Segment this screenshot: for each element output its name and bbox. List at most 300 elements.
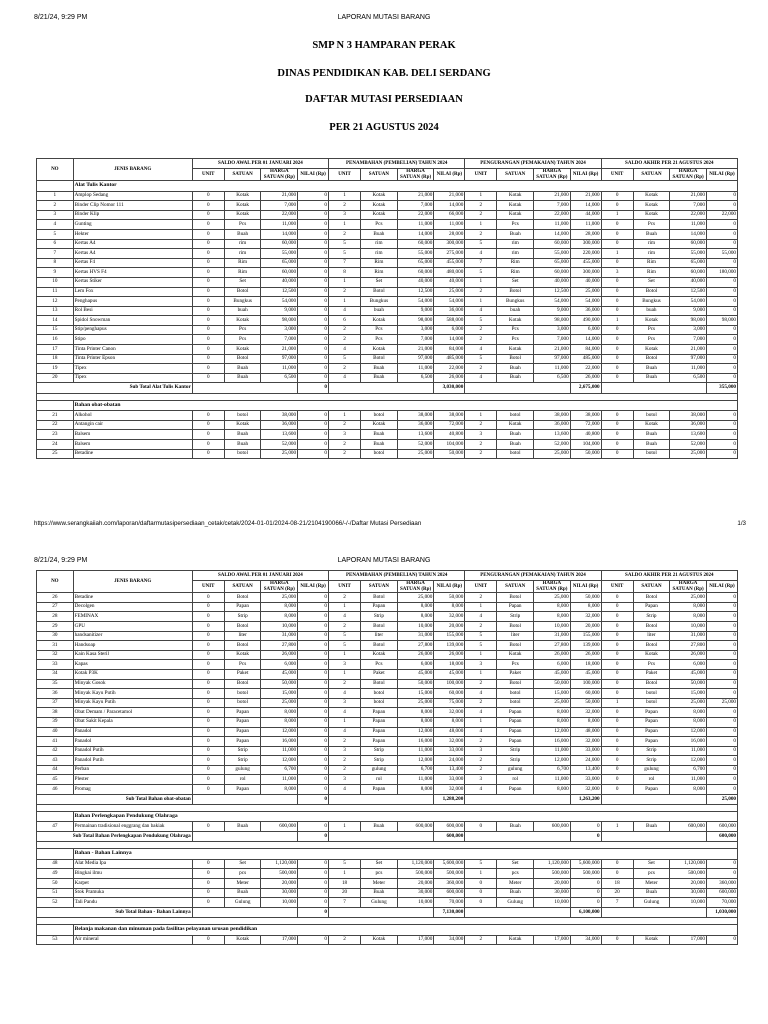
table-cell: 0 [706,935,737,945]
table-cell: Strip [361,746,398,756]
table-cell: 0 [706,345,737,355]
table-cell: 0 [298,306,329,316]
table-cell: 0 [706,306,737,316]
table-cell: 2 [329,229,361,239]
subtotal-blank [465,383,570,393]
table-cell: 1 [329,191,361,201]
table-cell: 17,000 [261,935,298,945]
table-cell: 50,000 [434,449,465,459]
subtotal-blank [192,907,297,917]
table-cell: 5,600,000 [570,859,601,869]
table-cell: 7,000 [397,335,434,345]
table-cell: 14,000 [261,229,298,239]
table-cell: 11,000 [534,746,571,756]
table-cell: 0 [601,354,633,364]
table-cell: 10,000 [534,621,571,631]
table-cell: 13,600 [670,430,707,440]
table-cell: Buah [224,229,261,239]
table-cell: 4 [37,220,74,230]
table-cell: botol [497,689,534,699]
table-cell: rol [224,775,261,785]
table-cell: Papan [361,602,398,612]
table-cell: 38 [37,708,74,718]
table-cell: 0 [601,297,633,307]
table-cell: buah [224,306,261,316]
table-row [37,621,738,631]
table-cell: 11,000 [570,220,601,230]
item-name: Panadol [73,727,192,737]
table-cell: Pcs [224,325,261,335]
table-cell: 0 [298,737,329,747]
table-cell: 0 [706,277,737,287]
table-cell: 480,000 [434,268,465,278]
table-cell: Kotak [361,345,398,355]
table-cell: liter [497,631,534,641]
table-cell: Buah [633,364,670,374]
table-cell: 0 [601,593,633,603]
col-subheader: NILAI (Rp) [298,169,329,181]
subtotal-blank [601,383,706,393]
table-cell: 31,000 [534,631,571,641]
subtotal-label: Sub Total Bahan obat-obatan [37,794,193,804]
table-cell: Buah [633,888,670,898]
table-cell: 5 [465,631,497,641]
table-cell: 54,000 [570,297,601,307]
table-cell: Pcs [361,220,398,230]
table-cell: Strip [497,612,534,622]
table-row [37,335,738,345]
table-cell: Buah [633,822,670,832]
table-cell: Botol [633,593,670,603]
table-cell: 17,000 [670,935,707,945]
table-cell: 0 [192,708,224,718]
table-cell: 21,000 [261,191,298,201]
subtotal-value: 3,030,000 [434,383,465,393]
table-cell: 12,000 [534,756,571,766]
table-cell: 5 [465,316,497,326]
col-subheader: UNIT [465,169,497,181]
table-row [37,249,738,259]
table-cell: 14,000 [570,335,601,345]
item-name: Permainan tradisional enggrang dan bakiak [73,822,192,832]
table-cell: 1 [465,602,497,612]
table-cell: 11,000 [261,746,298,756]
table-cell: Pcs [497,335,534,345]
table-cell: Botol [633,287,670,297]
item-name: Stipo [73,335,192,345]
col-subheader: SATUAN [224,169,261,181]
table-cell: 1 [329,411,361,421]
table-cell: Botol [224,641,261,651]
table-cell: 0 [601,612,633,622]
table-cell: 1,120,000 [534,859,571,869]
table-cell: Pcs [497,325,534,335]
table-cell: 0 [298,364,329,374]
item-name: Panadol Putih [73,756,192,766]
table-cell: 0 [298,411,329,421]
table-cell: 2 [465,765,497,775]
table-cell: 0 [706,191,737,201]
table-cell: 0 [570,879,601,889]
col-subheader: NILAI (Rp) [706,581,737,593]
table-cell: 97,000 [397,354,434,364]
table-cell: 1 [329,717,361,727]
table-cell: 1 [329,277,361,287]
item-name: Stok Pramuka [73,888,192,898]
table-cell: Kotak [633,191,670,201]
table-cell: 500,000 [570,869,601,879]
table-cell: Buah [633,373,670,383]
table-cell: 43 [37,756,74,766]
table-cell: Botol [497,679,534,689]
print-title: LAPORAN MUTASI BARANG [337,14,431,21]
subtotal-value: 0 [570,832,601,842]
table-cell: 12,500 [397,287,434,297]
table-cell: 9,000 [670,306,707,316]
subtotal-value: 6,100,000 [570,907,601,917]
table-cell: Buah [633,440,670,450]
table-cell: 50,000 [570,698,601,708]
table-cell: 14,000 [670,229,707,239]
table-cell: 32,000 [434,708,465,718]
table-cell: 4 [465,689,497,699]
table-cell: 9,000 [261,306,298,316]
table-cell: Kotak [497,650,534,660]
table-cell: 0 [298,249,329,259]
table-cell: 26,000 [434,373,465,383]
table-cell: 40,800 [434,430,465,440]
table-cell: 7,000 [534,335,571,345]
subtotal-value: 0 [298,907,329,917]
table-cell: 11,000 [397,746,434,756]
table-row [37,727,738,737]
table-cell: 2 [465,420,497,430]
table-cell: 12,000 [534,727,571,737]
item-name: Kertas A4 [73,249,192,259]
table-cell: 13,400 [434,765,465,775]
table-cell: Kotak [497,420,534,430]
table-cell: 7,000 [670,335,707,345]
table-cell: 15,000 [397,689,434,699]
inventory-table-page-1 [36,158,738,459]
col-group-header: PENAMBAHAN (PEMBELIAN) TAHUN 2024 [329,159,465,169]
table-cell: 4 [465,306,497,316]
table-cell: 98,000 [261,316,298,326]
table-cell: Kotak [224,210,261,220]
table-cell: Strip [633,612,670,622]
table-cell: 0 [706,737,737,747]
table-cell: 0 [601,756,633,766]
table-cell: 8,000 [434,717,465,727]
category-row [37,400,738,410]
table-cell: 12,500 [534,287,571,297]
table-cell: Botol [361,593,398,603]
col-group-header: PENGURANGAN (PEMAKAIAN) TAHUN 2024 [465,159,601,169]
table-cell: 0 [298,660,329,670]
table-cell: Gulung [224,898,261,908]
table-cell: 22 [37,420,74,430]
table-row [37,775,738,785]
table-cell: 49 [37,869,74,879]
table-cell: 8,000 [261,785,298,795]
table-cell: 52,000 [534,440,571,450]
table-cell: 4 [465,373,497,383]
table-cell: 0 [192,220,224,230]
subtotal-value: 1,263,200 [570,794,601,804]
table-cell: 8,000 [397,612,434,622]
table-cell: 0 [192,602,224,612]
table-row [37,859,738,869]
table-cell: 7,000 [261,335,298,345]
table-cell: Kotak [361,935,398,945]
subtotal-row [37,383,738,393]
table-cell: Buah [361,229,398,239]
table-cell: 11,000 [534,220,571,230]
table-cell: 0 [706,641,737,651]
table-cell: Pcs [361,660,398,670]
table-cell: 42 [37,746,74,756]
table-row [37,756,738,766]
table-cell: Rim [497,258,534,268]
table-cell: Pcs [224,220,261,230]
table-cell: Botol [361,641,398,651]
subtotal-value: 0 [298,832,329,842]
table-cell: 4 [329,785,361,795]
table-cell: 0 [298,373,329,383]
table-cell: 0 [192,879,224,889]
table-cell: 21 [37,411,74,421]
table-cell: 26,000 [434,650,465,660]
table-cell: 21,000 [670,191,707,201]
table-cell: 5 [329,631,361,641]
table-cell: 30,000 [397,888,434,898]
table-cell: 0 [465,879,497,889]
table-cell: 8,000 [261,717,298,727]
table-cell: 0 [192,268,224,278]
table-cell: 0 [706,373,737,383]
table-cell: 0 [706,717,737,727]
table-cell: 20,000 [261,879,298,889]
table-cell: 11 [37,287,74,297]
table-cell: 10,000 [261,898,298,908]
table-cell: 40,000 [434,277,465,287]
table-cell: Kotak [497,191,534,201]
table-cell: Papan [224,708,261,718]
table-row [37,765,738,775]
table-cell: 48,000 [570,727,601,737]
table-cell: Strip [224,746,261,756]
col-subheader: HARGA SATUAN (Rp) [397,581,434,593]
table-cell: 37 [37,698,74,708]
table-cell: 3 [37,210,74,220]
table-cell: Botol [361,621,398,631]
table-cell: 0 [298,239,329,249]
table-cell: 4 [329,708,361,718]
table-cell: 2 [329,935,361,945]
table-cell: 25,000 [670,449,707,459]
table-cell: 0 [706,746,737,756]
table-row [37,679,738,689]
table-cell: Papan [224,737,261,747]
table-cell: 1 [329,650,361,660]
table-cell: 26,000 [534,650,571,660]
table-cell: 25,000 [261,698,298,708]
category-label: Bahan Perlengkapan Pendukung Olahraga [73,812,737,822]
table-cell: 55,000 [397,249,434,259]
table-cell: Kotak [497,935,534,945]
table-cell: 8,000 [570,717,601,727]
print-header-page-2 [0,555,768,567]
table-cell: 0 [706,785,737,795]
table-cell: 25,000 [534,593,571,603]
table-cell: 13,600 [534,430,571,440]
table-cell: 0 [298,258,329,268]
table-cell: 6,000 [434,325,465,335]
table-cell: 0 [192,325,224,335]
subtotal-value: 600,000 [706,832,737,842]
table-row [37,737,738,747]
item-name: Karpet [73,879,192,889]
table-row [37,869,738,879]
table-cell: 11,000 [261,220,298,230]
table-cell: 33,000 [570,746,601,756]
table-cell: Kotak [633,210,670,220]
table-cell: Papan [224,717,261,727]
table-cell: Pcs [497,660,534,670]
table-cell: 0 [706,765,737,775]
table-cell: 45,000 [261,669,298,679]
col-subheader: UNIT [192,169,224,181]
table-cell: 54,000 [434,297,465,307]
table-cell: 65,000 [261,258,298,268]
table-cell: 0 [192,641,224,651]
table-cell: Kotak [361,420,398,430]
table-cell: Papan [224,785,261,795]
table-cell: 0 [706,869,737,879]
table-cell: Buah [497,229,534,239]
table-cell: 0 [298,765,329,775]
table-cell: gulung [224,765,261,775]
table-row [37,631,738,641]
table-cell: 0 [192,258,224,268]
table-row [37,364,738,374]
table-cell: Rim [497,268,534,278]
table-cell: Set [361,277,398,287]
table-cell: 0 [298,859,329,869]
table-cell: 3 [465,775,497,785]
table-cell: 600,000 [434,888,465,898]
table-cell: 100,000 [570,679,601,689]
table-cell: Buah [224,373,261,383]
table-cell: rol [361,775,398,785]
table-cell: Buah [224,364,261,374]
table-cell: 0 [601,785,633,795]
table-cell: 66,000 [434,210,465,220]
table-cell: 600,000 [261,822,298,832]
table-cell: Botol [633,679,670,689]
table-cell: Kotak [633,650,670,660]
table-cell: Buah [224,888,261,898]
table-cell: botol [361,698,398,708]
table-cell: 3 [329,210,361,220]
table-cell: 0 [192,373,224,383]
table-cell: 45 [37,775,74,785]
table-row [37,306,738,316]
table-cell: Set [633,859,670,869]
table-cell: 0 [601,717,633,727]
col-subheader: NILAI (Rp) [706,169,737,181]
table-cell: 25,000 [397,593,434,603]
table-cell: botol [497,698,534,708]
table-row [37,325,738,335]
table-cell: 32,000 [570,737,601,747]
item-name: Kotak P3K [73,669,192,679]
table-row [37,888,738,898]
table-cell: 25,000 [570,287,601,297]
table-cell: 8,000 [670,717,707,727]
item-name: Betadine [73,449,192,459]
table-cell: 45,000 [670,669,707,679]
table-cell: 5 [329,239,361,249]
table-cell: 1 [329,869,361,879]
table-cell: botol [224,698,261,708]
table-cell: Papan [361,727,398,737]
table-cell: 20,000 [570,621,601,631]
item-name: Penghapus [73,297,192,307]
table-cell: Kotak [633,316,670,326]
table-cell: 38,000 [534,411,571,421]
table-cell: 25,000 [670,698,707,708]
table-cell: 10,000 [670,621,707,631]
table-cell: 3,000 [534,325,571,335]
table-cell: 0 [706,354,737,364]
table-cell: 2 [329,737,361,747]
table-cell: 21,000 [434,191,465,201]
subtotal-value: 0 [298,794,329,804]
table-cell: 7,000 [397,201,434,211]
table-cell: 4 [329,345,361,355]
table-cell: 25,000 [534,449,571,459]
item-name: Panadol [73,737,192,747]
table-cell: Papan [224,727,261,737]
table-cell: 0 [706,775,737,785]
table-cell: 3 [601,268,633,278]
table-cell: 6,000 [261,660,298,670]
table-cell: Paket [633,669,670,679]
table-cell: 0 [298,631,329,641]
table-cell: Papan [633,717,670,727]
table-cell: 28,000 [434,229,465,239]
table-cell: Buah [497,888,534,898]
col-subheader: SATUAN [361,169,398,181]
table-cell: 60,000 [534,268,571,278]
table-row [37,354,738,364]
table-cell: 2 [465,679,497,689]
table-cell: Papan [361,785,398,795]
table-cell: 32,000 [570,785,601,795]
table-cell: 300,000 [570,239,601,249]
table-cell: Buah [497,364,534,374]
item-name: Alkohol [73,411,192,421]
item-name: Alat Media Ipa [73,859,192,869]
item-name: Tinta Printer Epson [73,354,192,364]
table-cell: 0 [298,430,329,440]
table-cell: 0 [601,201,633,211]
table-cell: Strip [633,756,670,766]
table-cell: 38,000 [570,411,601,421]
item-name: GPU [73,621,192,631]
col-header-no: NO [37,571,74,593]
